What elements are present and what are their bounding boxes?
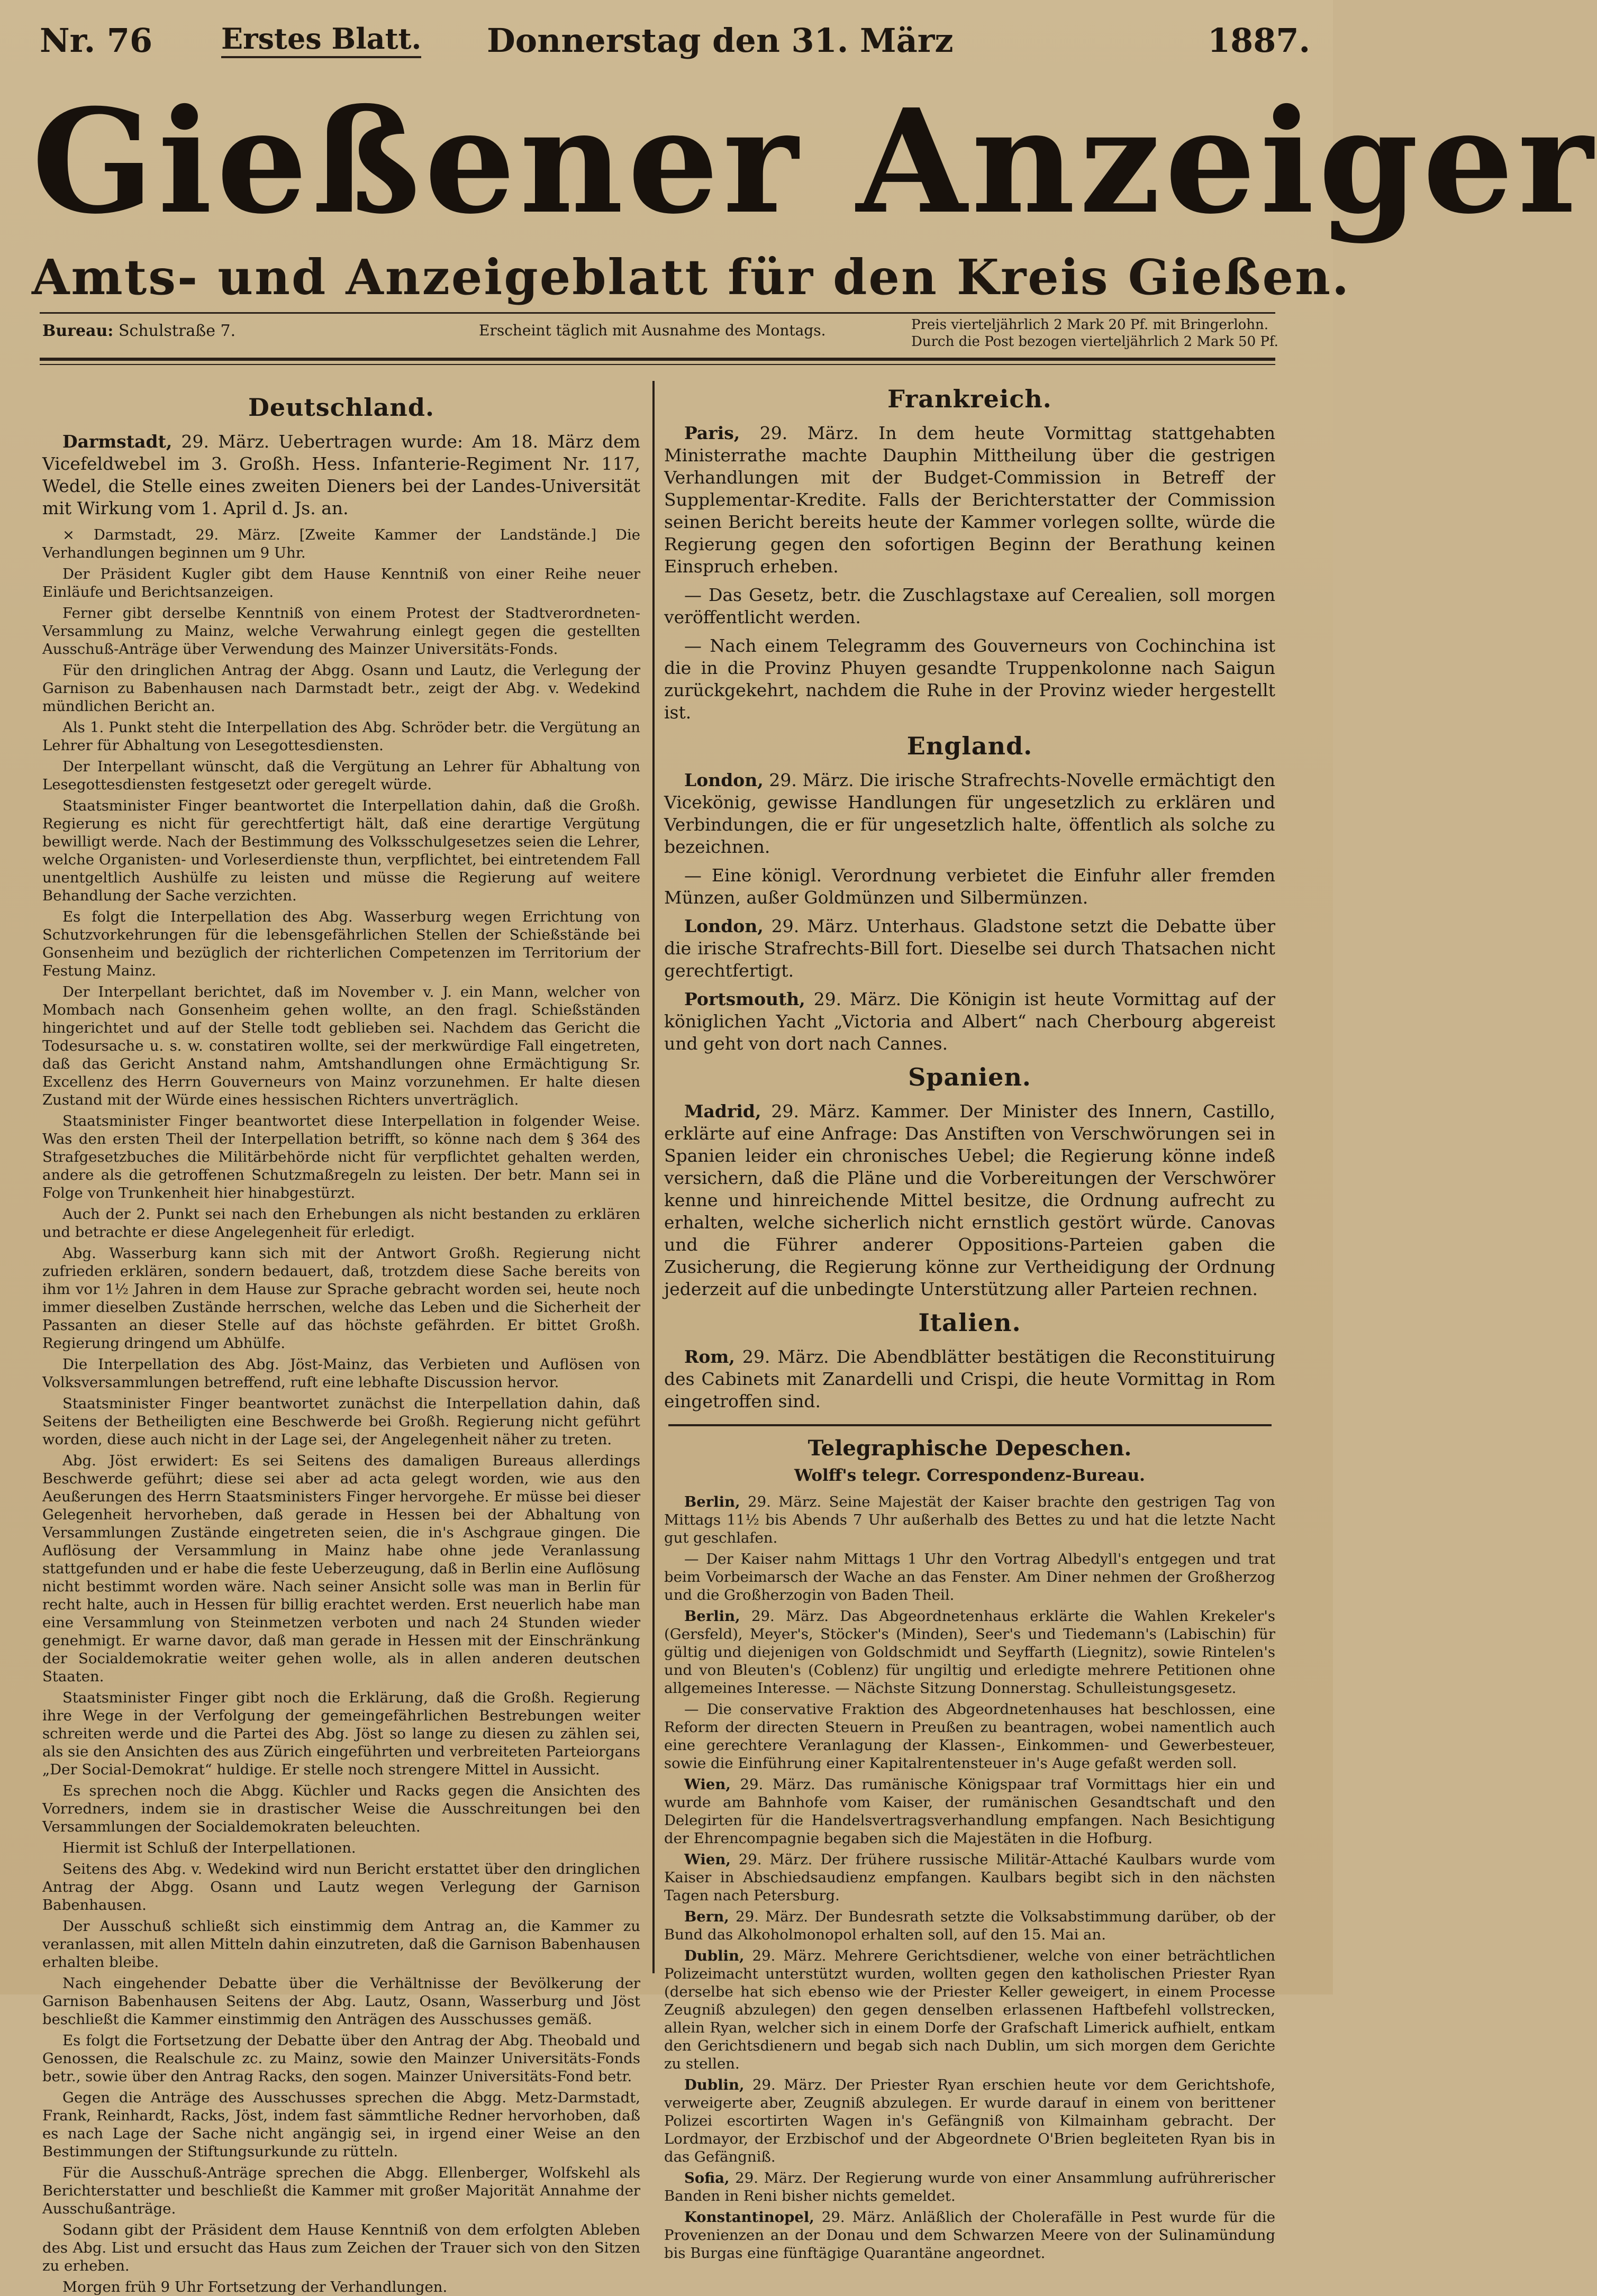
article-paragraph (664, 584, 1275, 628)
article-paragraph: Nach eingehender Debatte über die Verhältnisse der Bevölkerung der Garnison Babenhausen Seitens der Abg. Lautz, Osann, Wasserburg und Jöst beschließt die Kammer einstimmig den Anträgen des Ausschusses gemäß. (42, 1975, 640, 2028)
left-footnote: Morgen früh 9 Uhr Fortsetzung der Verhandlungen. (62, 2279, 448, 2295)
france-articles (664, 422, 1275, 724)
article-paragraph (664, 988, 1275, 1055)
article-paragraph (664, 2076, 1275, 2166)
paragraph-text: 29. März. Das rumänische Königspaar traf Vormittags hier ein und wurde am Bahnhofe vom Kaiser, der rumänischen Gesandtschaft und den Delegirten für die Handelsvertragsverhandlung empfangen. Nach Besichtigung der Ehrencompagnie begaben sich die Majestäten in die Hofburg. (664, 1776, 1275, 1847)
article-paragraph: Staatsminister Finger beantwortet zunächst die Interpellation dahin, daß Seitens der Betheiligten eine Beschwerde bei Großh. Regierung nicht geführt worden, diese auch nicht in der Lage sei, der Angelegenheit näher zu treten. (42, 1395, 640, 1448)
bureau-label: Bureau: (42, 322, 114, 340)
issue-year: 1887. (1208, 21, 1311, 60)
article-paragraph: Staatsminister Finger gibt noch die Erklärung, daß die Großh. Regierung ihre Wege in der Verfolgung der gemeingefährlichen Bestrebungen weiter schreiten werde und die Partei des Abg. Jöst so lange zu diesen zu zählen sei, als sie den Ansichten des aus Zürich eingeführten und verbreiteten Parteiorgans „Der Social-Demokrat“ huldige. Er stelle noch strengere Mittel in Aussicht. (42, 1689, 640, 1778)
paragraph-text: 29. März. Mehrere Gerichtsdiener, welche von einer beträchtlichen Polizeimacht unterstützt wurden, wollten gegen den katholischen Priester Ryan (derselbe hat sich ebenso wie der Priester Keller geweigert, in einem Processe Zeugniß abzulegen) den gegen denselben erlassenen Haftbefehl vollstrecken, allein Ryan, welcher sich in einem Dorfe der Grafschaft Limerick aufhielt, entkam den Gerichtsdienern und begab sich nach Dublin, um sich morgen dem Gerichte zu stellen. (664, 1947, 1275, 2072)
dateline: Wien, (684, 1776, 731, 1793)
article-paragraph: Ferner gibt derselbe Kenntniß von einem Protest der Stadtverordneten-Versammlung zu Mainz, welche Verwahrung einlegt gegen die gestellten Ausschuß-Anträge über Verwendung des Mainzer Universitäts-Fonds. (42, 605, 640, 658)
paragraph-text: 29. März. Die Königin ist heute Vormittag auf der königlichen Yacht „Victoria and Albert“ nach Cherbourg abgereist und geht von dort nach Cannes. (664, 989, 1275, 1054)
dateline: Dublin, (684, 1947, 745, 1964)
article-paragraph: × Darmstadt, 29. März. [Zweite Kammer der Landstände.] Die Verhandlungen beginnen um 9 Uhr. (42, 526, 640, 561)
section-heading-frankreich: Frankreich. (887, 385, 1052, 413)
article-paragraph (664, 1700, 1275, 1772)
article-paragraph (664, 1493, 1275, 1547)
paragraph-text: 29. März. Der frühere russische Militär-Attaché Kaulbars wurde vom Kaiser in Abschiedsaudienz empfangen. Kaulbars begibt sich in den nächsten Tagen nach Petersburg. (664, 1851, 1275, 1904)
price-line-2: Durch die Post bezogen vierteljährlich 2 Mark 50 Pf. (911, 334, 1278, 350)
dateline: Rom, (684, 1346, 735, 1367)
article-paragraph: Die Interpellation des Abg. Jöst-Mainz, das Verbieten und Auflösen von Volksversammlungen betreffend, ruft eine lebhafte Discussion hervor. (42, 1356, 640, 1391)
article-paragraph: Der Präsident Kugler gibt dem Hause Kenntniß von einer Reihe neuer Einläufe und Berichtsanzeigen. (42, 566, 640, 600)
article-paragraph: Der Interpellant berichtet, daß im November v. J. ein Mann, welcher von Mombach nach Gonsenheim gehen wollte, an den fragl. Schießständen hingerichtet und auf der Stelle todt geblieben sei. Nachdem das Gericht die Todesursache u. s. w. constatiren wollte, sei der merkwürdige Fall eingetreten, daß das Gericht Anstand nahm, Amtshandlungen ohne Ermächtigung Sr. Excellenz des Herrn Gouverneurs von Mainz vorzunehmen. Er halte diesen Zustand mit der Würde eines hessischen Richters unverträglich. (42, 983, 640, 1108)
article-paragraph (664, 635, 1275, 724)
paragraph-text: 29. März. Unterhaus. Gladstone setzt die Debatte über die irische Strafrechts-Bill fort. Dieselbe sei durch Thatsachen nicht gerechtfertigt. (664, 916, 1275, 981)
article-paragraph: Es folgt die Fortsetzung der Debatte über den Antrag der Abg. Theobald und Genossen, die Realschule zc. zu Mainz, sowie den Mainzer Universitäts-Fonds betr., sowie über den Antrag Racks, den sogen. Mainzer Universitäts-Fond betr. (42, 2032, 640, 2085)
article-paragraph (664, 2208, 1275, 2262)
left-paragraphs (42, 526, 640, 2275)
price-info (911, 316, 1278, 350)
paragraph-text: 29. März. Der Priester Ryan erschien heute vor dem Gerichtshofe, verweigerte aber, Zeugniß abzulegen. Er wurde darauf in einem von berittener Polizei escortirten Wagen in's Gefängniß von Kilmainham gebracht. Der Lordmayor, der Erzbischof und der Abgeordnete O'Brien begleiteten Ryan bis in das Gefängniß. (664, 2076, 1275, 2165)
article-paragraph: Für den dringlichen Antrag der Abgg. Osann und Lautz, die Verlegung der Garnison zu Babenhausen nach Darmstadt betr., zeigt der Abg. v. Wedekind mündlichen Bericht an. (42, 662, 640, 715)
article-paragraph: Hiermit ist Schluß der Interpellationen. (62, 1839, 356, 1856)
article-paragraph (664, 1100, 1275, 1300)
masthead-subtitle: Amts- und Anzeigeblatt für den Kreis Gießen. (32, 249, 1351, 306)
dateline: London, (684, 916, 764, 936)
dateline: Paris, (684, 423, 740, 443)
article-paragraph: Für die Ausschuß-Anträge sprechen die Abgg. Ellenberger, Wolfskehl als Berichterstatter und beschließt die Kammer mit großer Majorität Annahme der Ausschußanträge. (42, 2164, 640, 2217)
issue-number: Nr. 76 (40, 21, 153, 60)
article-paragraph: Sodann gibt der Präsident dem Hause Kenntniß von dem erfolgten Ableben des Abg. List und ersucht das Haus zum Zeichen der Trauer sich von den Sitzen zu erheben. (42, 2221, 640, 2274)
article-paragraph (664, 1775, 1275, 1847)
dateline: Sofia, (684, 2170, 730, 2186)
article-paragraph (664, 422, 1275, 578)
paragraph-text: 29. März. Die Abendblätter bestätigen die Reconstituirung des Cabinets mit Zanardelli und Crispi, die heute Vormittag in Rom eingetroffen sind. (664, 1346, 1275, 1411)
paragraph-text: 29. März. Kammer. Der Minister des Innern, Castillo, erklärte auf eine Anfrage: Das Anstiften von Verschwörungen sei in Spanien leider ein chronisches Uebel; die Regierung könne indeß versichern, daß die Pläne und die Vorbereitungen der Verschwörer kenne und hinreichende Mittel besitze, die Ordnung aufrecht zu erhalten, welche sicherlich nicht ernstlich gestört würde. Canovas und die Führer anderer Oppositions-Parteien gaben die Zusicherung, die Regierung könne zur Vertheidigung der Ordnung jederzeit auf die unbedingte Unterstützung aller Parteien rechnen. (664, 1101, 1275, 1299)
masthead-title: Gießener Anzeiger (32, 77, 1597, 245)
article-paragraph: Der Interpellant wünscht, daß die Vergütung an Lehrer für Abhaltung von Lesegottesdiensten festgesetzt oder geregelt würde. (42, 758, 640, 793)
column-left (42, 386, 640, 2295)
section-heading-deutschland: Deutschland. (248, 393, 435, 422)
article-paragraph: Der Ausschuß schließt sich einstimmig dem Antrag an, die Kammer zu veranlassen, mit allen Mitteln dahin einzutreten, daß die Garnison Babenhausen erhalten bleibe. (42, 1918, 640, 1971)
paragraph-text: 29. März. Die irische Strafrechts-Novelle ermächtigt den Vicekönig, gewisse Handlungen für ungesetzlich zu erklären und Verbindungen, die er für ungesetzlich halte, öffentlich als solche zu bezeichnen. (664, 770, 1275, 857)
issue-date: Donnerstag den 31. März (487, 21, 954, 60)
lead-dateline: Darmstadt, (62, 431, 173, 452)
italy-articles (664, 1346, 1275, 1413)
article-paragraph (664, 1346, 1275, 1413)
header-rule-thick (40, 358, 1275, 361)
schedule-info: Erscheint täglich mit Ausnahme des Montags. (479, 322, 826, 339)
paragraph-text: — Nach einem Telegramm des Gouverneurs von Cochinchina ist die in die Provinz Phuyen gesandte Truppenkolonne nach Saigun zurückgekehrt, nachdem die Ruhe in der Provinz wieder hergestellt ist. (664, 635, 1275, 723)
price-line-1: Preis vierteljährlich 2 Mark 20 Pf. mit Bringerlohn. (911, 317, 1269, 333)
article-paragraph: Es folgt die Interpellation des Abg. Wasserburg wegen Errichtung von Schutzvorkehrungen für die lebensgefährlichen Stellen der Schießstände bei Gonsenheim und bezüglich der richterlichen Competenzen im Territorium der Festung Mainz. (42, 908, 640, 979)
column-divider (652, 381, 655, 1973)
article-paragraph (664, 915, 1275, 982)
article-paragraph: Abg. Jöst erwidert: Es sei Seitens des damaligen Bureaus allerdings Beschwerde geführt; diese sei aber ad acta gelegt worden, wie aus den Aeußerungen des Herrn Staatsministers Finger hervorgehe. Er müsse bei dieser Gelegenheit hervorheben, daß gerade in Hessen bei der Abhaltung von Versammlungen Zustände eingetreten seien, die in's Aschgraue gingen. Die Auflösung der Versammlung in Mainz habe ohne jede Veranlassung stattgefunden und er habe die feste Ueberzeugung, daß in Berlin eine Auflösung nicht bestimmt worden wäre. Nach seiner Ansicht solle was man in Berlin für recht halte, auch in Hessen für billig erachtet werden. Erst neuerlich habe man eine Versammlung von Steinmetzen verboten und nach 24 Stunden wieder genehmigt. Er warne davor, daß man gerade in Hessen mit der Einschränkung der Socialdemokratie weiter gehen wolle, als in allen anderen deutschen Staaten. (42, 1452, 640, 1685)
bureau-info (42, 322, 235, 340)
paragraph-text: — Eine königl. Verordnung verbietet die Einfuhr aller fremden Münzen, außer Goldmünzen und Silbermünzen. (664, 865, 1275, 908)
article-paragraph: Abg. Wasserburg kann sich mit der Antwort Großh. Regierung nicht zufrieden erklären, sondern bedauert, daß, trotzdem diese Sache bereits von ihm vor 1½ Jahren in dem Hause zur Sprache gebracht worden sei, heute noch immer dieselben Zustände herrschen, welche das Leben und die Sicherheit der Passanten an dieser Stelle auf das höchste gefährden. Er bittet Großh. Regierung dringend um Abhülfe. (42, 1245, 640, 1352)
article-paragraph: Staatsminister Finger beantwortet die Interpellation dahin, daß die Großh. Regierung es nicht für gerechtfertigt hält, daß eine derartige Vergütung bewilligt werde. Nach der Bestimmung des Volksschulgesetzes seien die Lehrer, welche Organisten- und Vorleserdienste thun, verpflichtet, bei eintretendem Fall unentgeltlich Aushülfe zu leisten und müsse die Regierung auf weitere Behandlung der Sache verzichten. (42, 797, 640, 904)
dateline: London, (684, 770, 764, 790)
article-paragraph (664, 1550, 1275, 1604)
paragraph-text: 29. März. Seine Majestät der Kaiser brachte den gestrigen Tag von Mittags 11½ bis Abends 7 Uhr außerhalb des Bettes zu und hat die letzte Nacht gut geschlafen. (664, 1493, 1275, 1546)
section-heading-italien: Italien. (918, 1308, 1021, 1337)
article-paragraph: Auch der 2. Punkt sei nach den Erhebungen als nicht bestanden zu erklären und betrachte er diese Angelegenheit für erledigt. (42, 1206, 640, 1241)
section-heading-england: England. (906, 732, 1033, 760)
paragraph-text: — Der Kaiser nahm Mittags 1 Uhr den Vortrag Albedyll's entgegen und trat beim Vorbeimarsch der Wache an das Fenster. Am Diner nehmen der Großherzog und die Großherzogin von Baden Theil. (664, 1551, 1275, 1603)
header-rule-thin (40, 364, 1275, 365)
article-paragraph: Staatsminister Finger beantwortet diese Interpellation in folgender Weise. Was den ersten Theil der Interpellation betrifft, so könne nach dem § 364 des Strafgesetzbuches die Militärbehörde nicht für verpflichtet gehalten werden, andere als die getroffenen Schutzmaßregeln zu leisten. Der betr. Mann sei in Folge von Trunkenheit hier hinabgestürzt. (42, 1113, 640, 1201)
article-paragraph: Gegen die Anträge des Ausschusses sprechen die Abgg. Metz-Darmstadt, Frank, Reinhardt, Racks, Jöst, indem fast sämmtliche Redner hervorhoben, daß es nach Lage der Sache nicht angängig sei, in irgend einer Weise an den Bestimmungen der Stiftungsurkunde zu rütteln. (42, 2089, 640, 2160)
article-paragraph (664, 1908, 1275, 1944)
dateline: Portsmouth, (684, 989, 805, 1009)
info-rule-top (40, 312, 1275, 314)
lead-article (42, 431, 640, 520)
dateline: Madrid, (684, 1101, 761, 1122)
paragraph-text: 29. März. Der Regierung wurde von einer Ansammlung aufrührerischer Banden in Reni bisher nichts gemeldet. (664, 2170, 1275, 2204)
article-paragraph: Es sprechen noch die Abgg. Küchler und Racks gegen die Ansichten des Vorredners, indem sie in drastischer Weise die Ausschreitungen bei den Versammlungen der Socialdemokraten beleuchten. (42, 1782, 640, 1835)
paragraph-text: 29. März. Der Bundesrath setzte die Volksabstimmung darüber, ob der Bund das Alkoholmonopol erhalten soll, auf den 15. Mai an. (664, 1908, 1275, 1943)
paragraph-text: — Das Gesetz, betr. die Zuschlagstaxe auf Cerealien, soll morgen veröffentlicht werden. (664, 585, 1275, 627)
section-heading-telegraph: Telegraphische Depeschen. (807, 1436, 1132, 1461)
dateline: Dublin, (684, 2076, 745, 2093)
section-heading-spanien: Spanien. (908, 1063, 1031, 1091)
dateline: Bern, (684, 1908, 729, 1925)
dateline: Berlin, (684, 1608, 740, 1625)
article-paragraph (664, 864, 1275, 909)
lead-text: 29. März. Uebertragen wurde: Am 18. März dem Vicefeldwebel im 3. Großh. Hess. Infanterie-Regiment Nr. 117, Wedel, die Stelle eines zweiten Dieners bei der Landes-Universität mit Wirkung vom 1. April d. Js. an. (42, 431, 640, 518)
paragraph-text: 29. März. In dem heute Vormittag stattgehabten Ministerrathe machte Dauphin Mittheilung über die gestrigen Verhandlungen mit der Budget-Commission in Betreff der Supplementar-Kredite. Falls der Berichterstatter der Commission seinen Bericht bereits heute der Kammer vorlegen sollte, würde die Regierung gegen den sofortigen Beginn der Berathung keinen Einspruch erheben. (664, 423, 1275, 577)
telegraph-rule (668, 1424, 1272, 1426)
paragraph-text: — Die conservative Fraktion des Abgeordnetenhauses hat beschlossen, eine Reform der directen Steuern in Preußen zu beantragen, wobei namentlich auch eine gerechtere Veranlagung der Klassen-, Einkommen- und Gewerbesteuer, sowie die Einführung einer Kapitalrentensteuer in's Auge gefaßt werden soll. (664, 1701, 1275, 1772)
dateline: Konstantinopel, (684, 2209, 814, 2226)
sheet-label: Erstes Blatt. (221, 21, 421, 58)
article-paragraph (664, 769, 1275, 858)
column-right (664, 383, 1275, 2262)
dateline: Berlin, (684, 1493, 740, 1510)
article-paragraph (664, 1947, 1275, 2073)
paragraph-text: 29. März. Anläßlich der Cholerafälle in Pest wurde für die Provenienzen an der Donau und dem Schwarzen Meere von der Sulinamündung bis Burgas eine fünftägige Quarantäne angeordnet. (664, 2209, 1275, 2262)
bureau-address: Schulstraße 7. (118, 322, 236, 340)
spain-articles (664, 1100, 1275, 1300)
article-paragraph: Seitens des Abg. v. Wedekind wird nun Bericht erstattet über den dringlichen Antrag der Abgg. Osann und Lautz wegen Verlegung der Garnison Babenhausen. (42, 1861, 640, 1914)
telegraph-subheading: Wolff's telegr. Correspondenz-Bureau. (794, 1466, 1145, 1485)
article-paragraph (664, 1851, 1275, 1905)
article-paragraph: Als 1. Punkt steht die Interpellation des Abg. Schröder betr. die Vergütung an Lehrer für Abhaltung von Lesegottesdiensten. (42, 719, 640, 754)
telegram-articles (664, 1493, 1275, 2262)
paragraph-text: 29. März. Das Abgeordnetenhaus erklärte die Wahlen Krekeler's (Gersfeld), Meyer's, Stöcker's (Minden), Seer's und Tiedemann's (Labischin) für gültig und diejenigen von Goldschmidt und Seyffarth (Liegnitz), sowie Rintelen's und von Bleuten's (Coblenz) für ungiltig und erledigte mehrere Petitionen ohne allgemeines Interesse. — Nächste Sitzung Donnerstag. Schulleistungsgesetz. (664, 1608, 1275, 1697)
article-paragraph (664, 2169, 1275, 2205)
england-articles (664, 769, 1275, 1055)
dateline: Wien, (684, 1851, 731, 1868)
article-paragraph (664, 1607, 1275, 1697)
